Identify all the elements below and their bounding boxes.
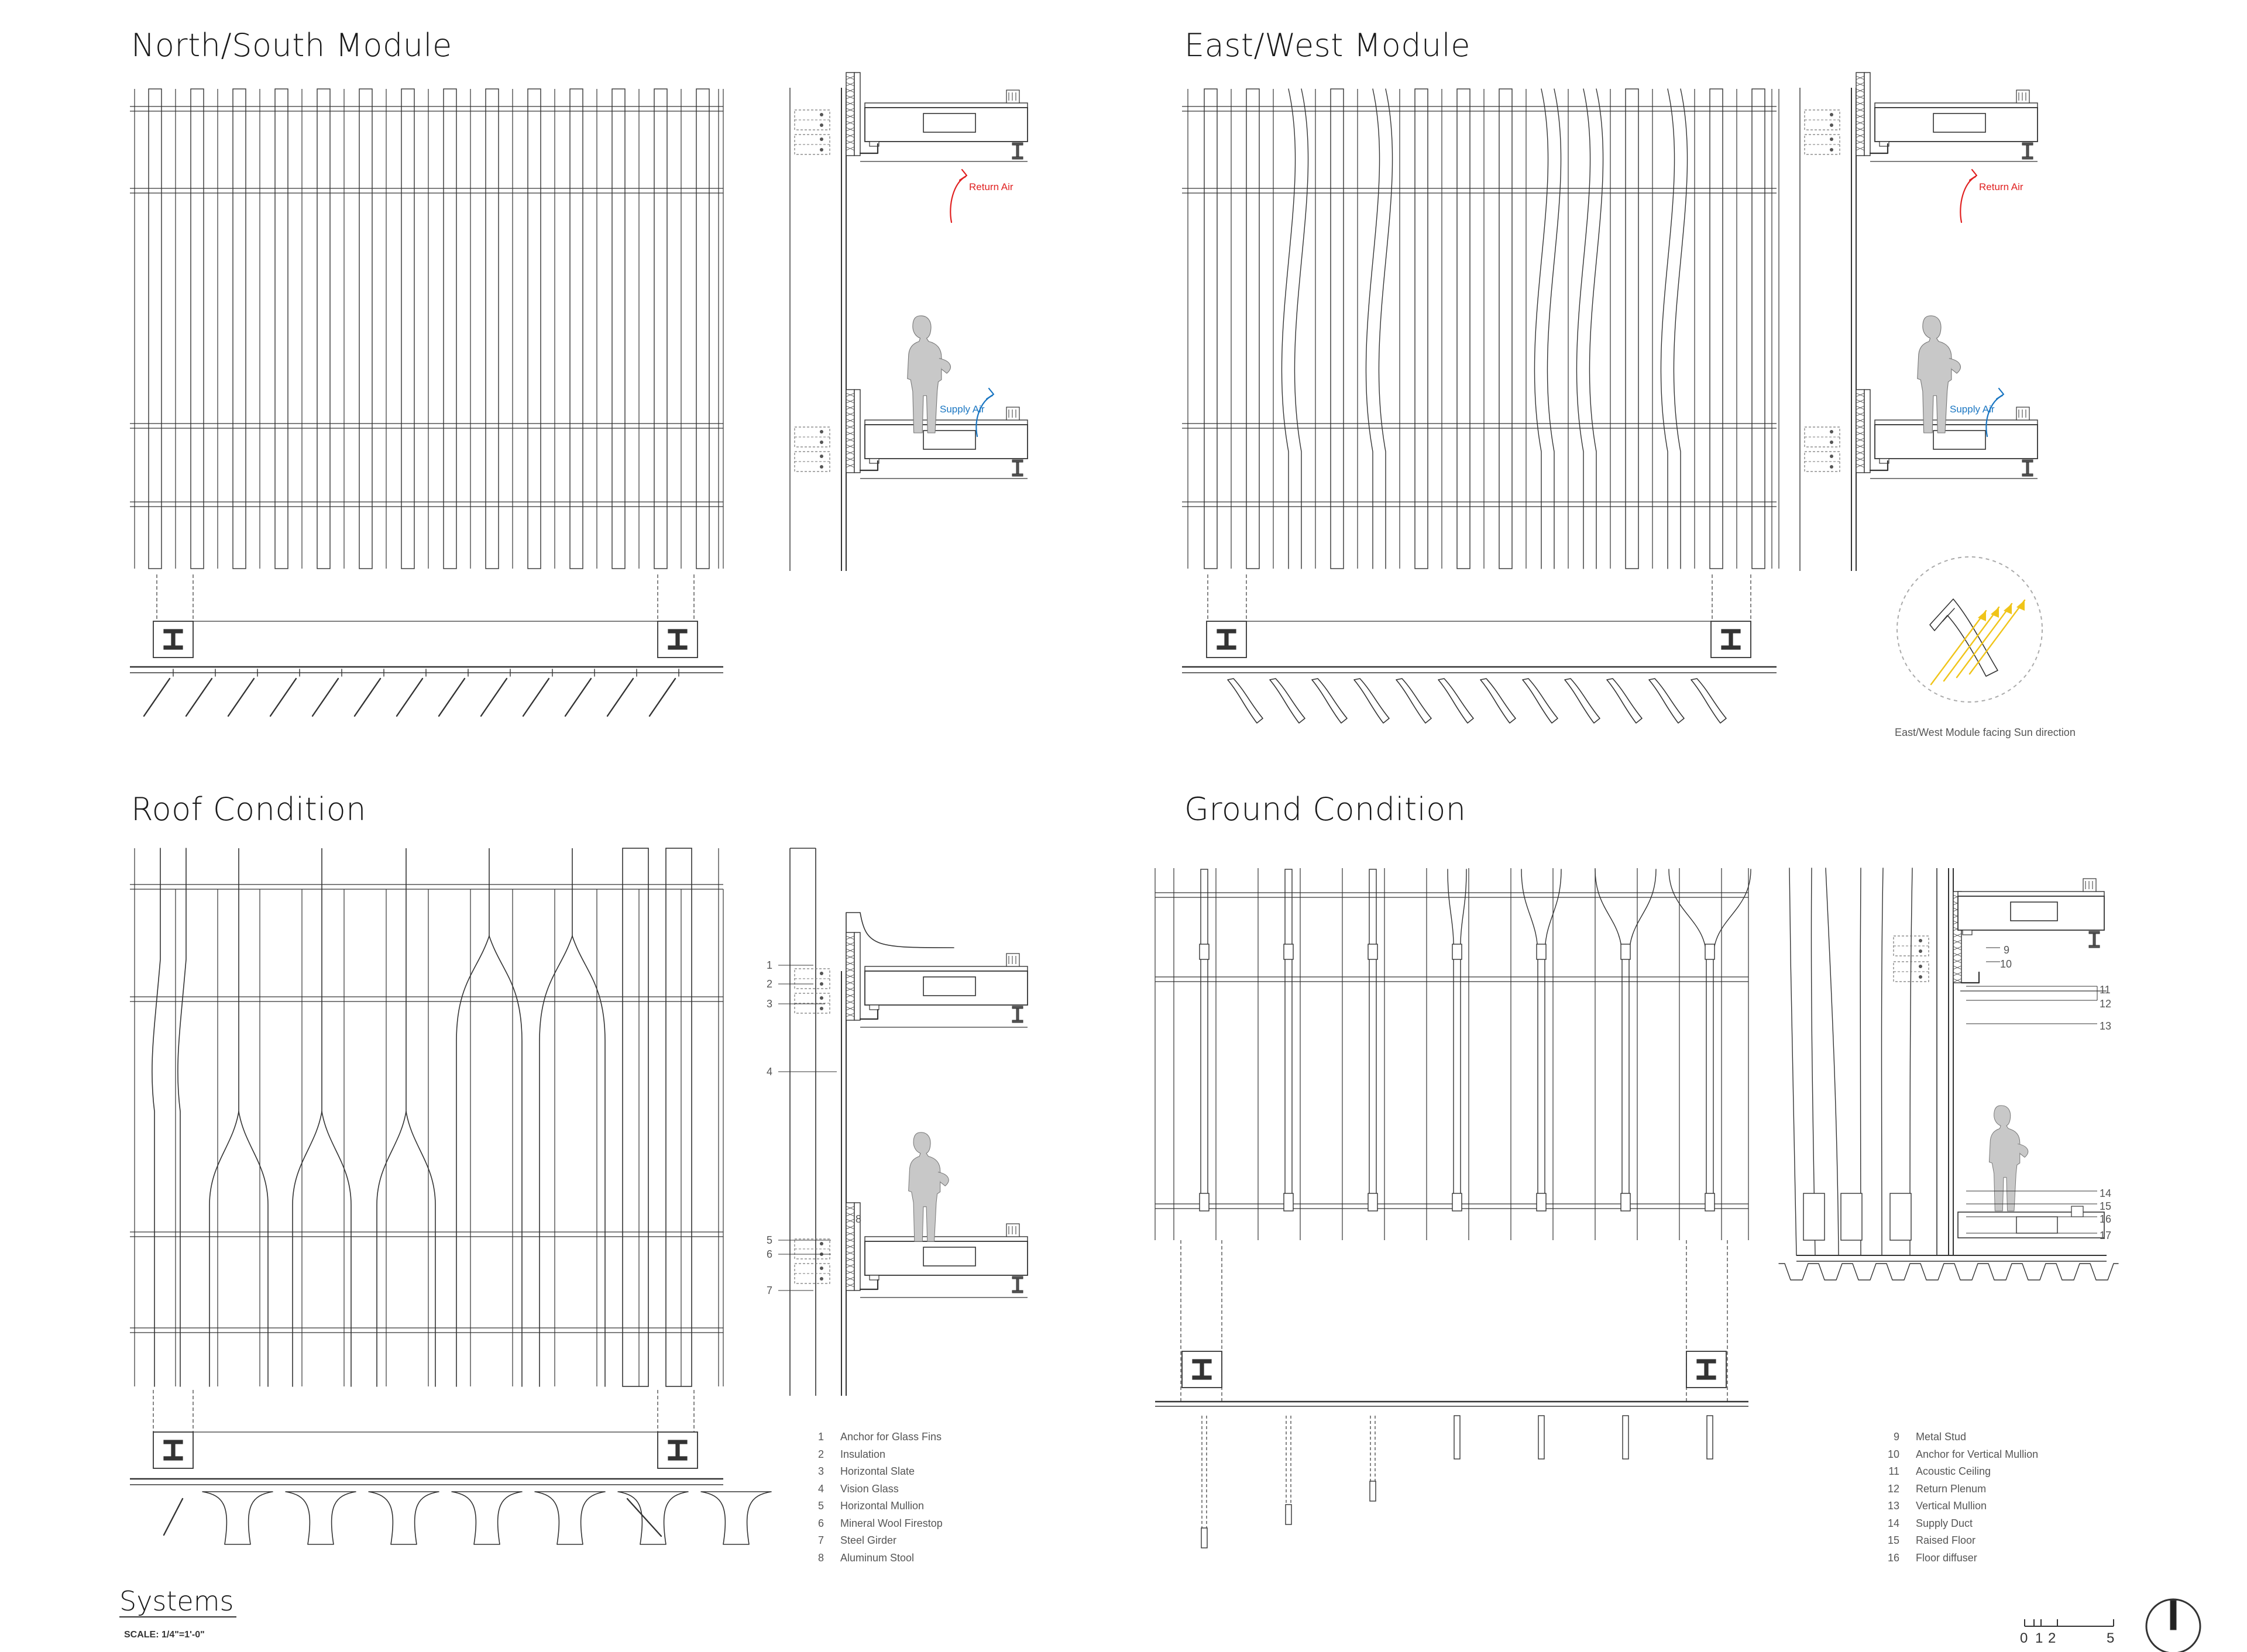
return-air-label-ew: Return Air [1979,181,2023,192]
anchor-bracket [1805,135,1840,154]
anchor-bracket [795,110,830,130]
anchor-bracket [1805,110,1840,130]
i-beam-icon [1207,621,1246,658]
legend-label: Horizontal Mullion [840,1500,925,1512]
scale-label-5: 5 [2107,1630,2115,1646]
anchor-bracket [1805,427,1840,447]
vertical-fin [486,89,499,569]
legend-item [799,1446,943,1464]
anchor-bracket [795,969,830,989]
legend-item [1875,1446,2038,1464]
glass-fin [666,848,692,1386]
floor-slab [865,954,1028,1023]
vertical-fin [233,89,246,569]
vertical-fin [612,89,625,569]
vertical-fin [570,89,583,569]
legend-label: Insulation [840,1448,886,1460]
airflow-arrow [950,170,967,222]
flared-fin [1448,869,1454,1197]
callout-3: 3 [767,998,773,1010]
callout-6: 6 [767,1248,773,1260]
plan-fin [535,1492,605,1544]
callout-7: 7 [767,1285,773,1296]
twisted-fin [1366,89,1379,569]
insulation [1856,390,1864,473]
east-west-section [1800,73,2038,571]
plan-fin [452,1492,522,1544]
vertical-fin [1626,89,1638,569]
vertical-fin [528,89,541,569]
legend-item [1875,1498,2038,1515]
vertical-fin [444,89,456,569]
legend-label: Aluminum Stool [840,1551,915,1564]
callout-8: 8 [855,1213,862,1225]
legend-item [1875,1515,2038,1533]
twisted-fin [1281,89,1295,569]
callout-14: 14 [2100,1188,2112,1199]
person-silhouette-icon [1989,1106,2028,1211]
legend-number: 12 [1887,1482,1899,1495]
legend-item [799,1463,943,1481]
legend-number: 4 [817,1482,824,1495]
ground-section [1779,868,2118,1280]
legend-number: 10 [1887,1448,1899,1460]
roof-section [778,848,1028,1396]
callout-1: 1 [767,959,773,971]
floor-slab [1875,90,2038,159]
anchor-bracket [1805,452,1840,471]
i-beam-icon [1711,621,1751,658]
legend-item [1875,1463,2038,1481]
insulation [1856,73,1864,156]
legend-item [1875,1429,2038,1446]
callout-11: 11 [2100,984,2111,996]
roof-elevation [130,848,771,1544]
i-beam-icon [658,1432,698,1468]
i-beam-icon [1686,1351,1726,1388]
legend-item [1875,1481,2038,1498]
callout-5: 5 [767,1234,773,1246]
legend-number: 16 [1887,1551,1899,1564]
north-south-section [790,73,1028,571]
north-arrow-icon [2146,1599,2200,1652]
vertical-fin [1752,89,1765,569]
i-beam-icon [1182,1351,1222,1388]
floor-slab [1875,407,2038,476]
return-air-label-ns: Return Air [969,181,1013,192]
anchor-bracket [795,1264,830,1283]
north-south-elevation [130,89,723,716]
anchor-bracket [795,135,830,154]
vertical-fin [1499,89,1512,569]
person-silhouette-icon [909,1133,949,1241]
plan-fin [369,1492,439,1544]
legend-item [1875,1550,2038,1567]
callout-17: 17 [2100,1230,2112,1241]
legend-roof [799,1429,943,1567]
i-beam-icon [153,1432,193,1468]
ground-title: Ground Condition [1184,791,1466,828]
legend-label: Raised Floor [1916,1534,1976,1546]
callout-9: 9 [2004,944,2010,956]
legend-label: Mineral Wool Firestop [840,1517,943,1529]
flared-fin [1669,869,1706,1197]
scale-label-0: 0 [2020,1630,2028,1646]
vertical-fin [1710,89,1723,569]
callout-12: 12 [2100,998,2112,1010]
airflow-arrow [1960,170,1977,222]
legend-label: Metal Stud [1916,1431,1967,1443]
plan-fin [286,1492,356,1544]
legend-number: 11 [1888,1465,1899,1477]
glass-fin [623,848,648,1386]
vertical-fin [275,89,288,569]
vertical-fin [1204,89,1217,569]
vertical-fin [1246,89,1259,569]
callout-4: 4 [767,1066,773,1078]
floor-slab [865,90,1028,159]
legend-label: Supply Duct [1916,1517,1973,1529]
anchor-bracket [795,452,830,471]
legend-item [1875,1532,2038,1550]
twisted-fin [1661,89,1674,569]
north-south-title: North/South Module [131,27,452,64]
sheet-title: Systems [119,1586,236,1617]
legend-number: 9 [1893,1431,1899,1443]
legend-item [799,1532,943,1550]
glass-fin [152,848,160,1386]
vertical-fin [359,89,372,569]
legend-item [799,1498,943,1515]
scale-label-1: 1 [2035,1630,2043,1646]
legend-number: 15 [1887,1534,1899,1546]
east-west-title: East/West Module [1184,27,1470,64]
legend-number: 6 [817,1517,824,1529]
sun-direction-diagram [1897,557,2042,702]
callout-16: 16 [2100,1213,2112,1225]
callout-10: 10 [2000,958,2012,970]
floor-slab [865,1224,1028,1293]
legend-item [799,1550,943,1567]
floor-slab [1958,879,2104,948]
anchor-bracket [795,1239,830,1259]
flared-fin [1521,869,1538,1197]
legend-label: Vertical Mullion [1916,1500,1987,1512]
twisted-fin [1576,89,1590,569]
legend-label: Acoustic Ceiling [1916,1465,1991,1477]
i-beam-icon [658,621,698,658]
legend-item [799,1429,943,1446]
vertical-fin [1415,89,1428,569]
vertical-fin [1201,869,1208,1197]
plan-fin [701,1492,771,1544]
ground-elevation [1155,868,1751,1548]
supply-air-label-ew: Supply Air [1950,404,1995,415]
vertical-fin [1331,89,1344,569]
vertical-fin [1285,869,1292,1197]
legend-label: Anchor for Glass Fins [840,1431,942,1443]
twisted-fin [1534,89,1548,569]
vertical-fin [191,89,204,569]
callout-13: 13 [2100,1020,2112,1032]
supply-air-label-ns: Supply Air [940,404,985,415]
legend-number: 3 [817,1465,824,1477]
insulation [846,390,854,473]
vertical-fin [654,89,667,569]
vertical-fin [401,89,414,569]
floor-slab [865,407,1028,476]
callout-15: 15 [2100,1200,2112,1212]
anchor-bracket [795,427,830,447]
legend-label: Return Plenum [1916,1482,1987,1495]
insulation [846,1203,854,1290]
scale-bar [2025,1619,2114,1626]
sun-diagram-caption: East/West Module facing Sun direction [1895,727,2076,738]
vertical-fin [1369,869,1376,1197]
legend-label: Vision Glass [840,1482,899,1495]
east-west-elevation [1182,89,1779,723]
scale-label-2: 2 [2048,1630,2056,1646]
legend-label: Floor diffuser [1916,1551,1977,1564]
legend-number: 14 [1887,1517,1899,1529]
callout-2: 2 [767,978,773,990]
legend-number: 5 [817,1500,824,1512]
anchor-bracket [795,993,830,1013]
legend-label: Horizontal Slate [840,1465,915,1477]
legend-label: Steel Girder [840,1534,897,1546]
vertical-fin [696,89,709,569]
vertical-fin [149,89,162,569]
vertical-fin [317,89,330,569]
insulation [846,73,854,156]
vertical-fin [1457,89,1470,569]
sheet-scale: SCALE: 1/4"=1'-0" [124,1630,205,1640]
roof-title: Roof Condition [131,791,367,828]
legend-number: 1 [817,1431,824,1443]
legend-number: 2 [817,1448,824,1460]
insulation [846,932,854,1020]
flared-fin [1595,869,1622,1197]
plan-fin [202,1492,273,1544]
i-beam-icon [153,621,193,658]
legend-number: 7 [817,1534,824,1546]
legend-ground [1875,1429,2038,1567]
legend-number: 13 [1887,1500,1899,1512]
legend-label: Anchor for Vertical Mullion [1916,1448,2039,1460]
legend-number: 8 [817,1551,824,1564]
legend-item [799,1515,943,1533]
legend-item [799,1481,943,1498]
